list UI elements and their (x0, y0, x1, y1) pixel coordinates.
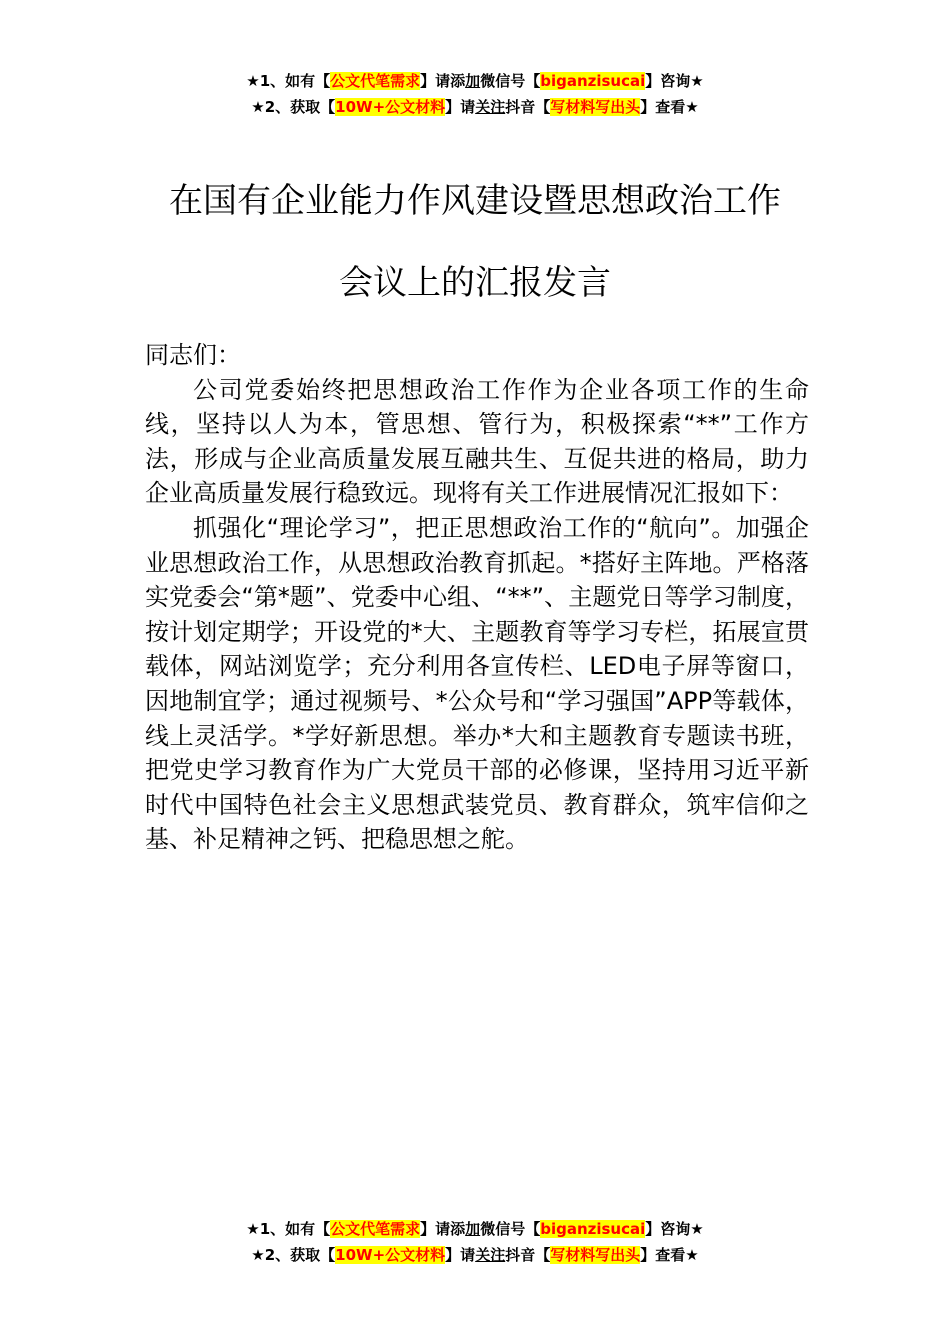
star-icon: ★ (251, 98, 265, 116)
star-icon: ★ (246, 72, 260, 90)
ad-highlight-service: 公文代笔需求 (330, 72, 421, 90)
ad-text: 】请 (445, 1246, 476, 1264)
ad-text: 】请添 (420, 72, 466, 90)
ad-text: 】咨询 (645, 1220, 691, 1238)
ad-text: 】查看 (640, 98, 686, 116)
title-line-1: 在国有企业能力作风建设暨思想政治工作 (169, 181, 781, 221)
ad-line-1 (0, 68, 950, 94)
ad-text: 2、获取【 (264, 98, 336, 116)
ad-text: 】查看 (640, 1246, 686, 1264)
ad-line-1 (0, 1216, 950, 1242)
ad-text: 】请 (445, 98, 476, 116)
star-icon: ★ (690, 1220, 704, 1238)
ad-text: 】咨询 (645, 72, 691, 90)
document-title (0, 160, 950, 324)
ad-text: 】请添 (420, 1220, 466, 1238)
star-icon: ★ (685, 98, 699, 116)
star-icon: ★ (685, 1246, 699, 1264)
ad-text: 微信号【 (480, 1220, 541, 1238)
paragraph-theory-study: 抓强化“理论学习”，把正思想政治工作的“航向”。加强企业思想政治工作，从思想政治教育抓起。*搭好主阵地。严格落实党委会“第*题”、党委中心组、“**”、主题党日等学习制度，按计划定期学；开设党的*大、主题教育等学习专栏，拓展宣贯载体，网站浏览学；充分利用各宣传栏、LED电子屏等窗口，因地制宜学；通过视频号、*公众号和“学习强国”APP等载体，线上灵活学。*学好新思想。举办*大和主题教育专题读书班，把党史学习教育作为广大党员干部的必修课，坚持用习近平新时代中国特色社会主义思想武装党员、教育群众，筑牢信仰之基、补足精神之钙、把稳思想之舵。 (145, 513, 809, 854)
ad-underlined-text: 关注 (475, 1246, 506, 1264)
ad-text: 抖音【 (505, 1246, 551, 1264)
ad-highlight-wechat-id: biganzisucai (540, 1220, 646, 1238)
footer-ad-banner (0, 1216, 950, 1268)
ad-line-2 (0, 94, 950, 120)
ad-highlight-materials: 10W+公文材料 (335, 98, 446, 116)
ad-highlight-douyin: 写材料写出头 (550, 98, 641, 116)
ad-text: 1、如有【 (259, 72, 331, 90)
paragraph-intro: 公司党委始终把思想政治工作作为企业各项工作的生命线，坚持以人为本，管思想、管行为，积极探索“**”工作方法，形成与企业高质量发展互融共生、互促共进的格局，助力企业高质量发展行稳致远。现将有关工作进展情况汇报如下： (145, 375, 809, 508)
ad-highlight-wechat-id: biganzisucai (540, 72, 646, 90)
ad-underlined-text: 加 (465, 72, 481, 90)
ad-highlight-service: 公文代笔需求 (330, 1220, 421, 1238)
title-line-2: 会议上的汇报发言 (339, 263, 611, 303)
ad-highlight-materials: 10W+公文材料 (335, 1246, 446, 1264)
header-ad-banner (0, 68, 950, 120)
ad-text: 1、如有【 (259, 1220, 331, 1238)
salutation: 同志们： (145, 341, 241, 369)
star-icon: ★ (690, 72, 704, 90)
ad-text: 微信号【 (480, 72, 541, 90)
ad-line-2 (0, 1242, 950, 1268)
star-icon: ★ (251, 1246, 265, 1264)
ad-underlined-text: 关注 (475, 98, 506, 116)
document-body (145, 338, 809, 857)
ad-text: 2、获取【 (264, 1246, 336, 1264)
ad-text: 抖音【 (505, 98, 551, 116)
ad-underlined-text: 加 (465, 1220, 481, 1238)
star-icon: ★ (246, 1220, 260, 1238)
ad-highlight-douyin: 写材料写出头 (550, 1246, 641, 1264)
